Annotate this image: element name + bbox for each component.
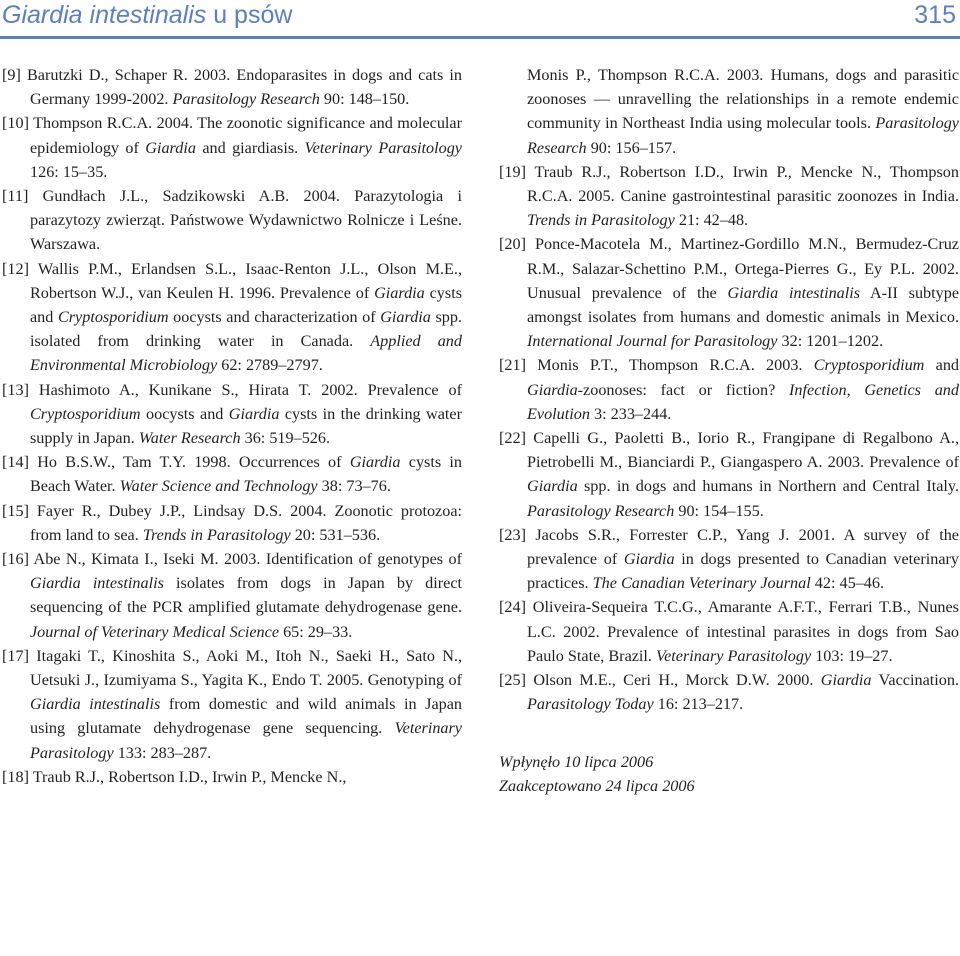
reference-entry: [499, 160, 959, 233]
reference-entry: [2, 499, 462, 547]
journal-title: Parasitology Research: [527, 501, 675, 520]
taxon-name: Giardia: [349, 453, 401, 472]
header-rule: [0, 36, 960, 39]
journal-title: Parasitology Research: [527, 114, 959, 157]
reference-text: 36: 519–526.: [240, 429, 331, 448]
journal-title: Parasitology Research: [172, 90, 320, 109]
journal-title: Infection, Genetics and Evolution: [527, 380, 959, 423]
reference-text: from domestic and wild animals in Japan using glutamate dehydrogenase gene sequencing.: [30, 695, 463, 738]
taxon-name: Giardia intestinalis: [727, 283, 861, 302]
journal-title: International Journal for Parasitology: [527, 332, 778, 351]
reference-entry: [2, 257, 462, 378]
taxon-name: Giardia intestinalis: [30, 574, 164, 593]
reference-text: cysts in Beach Water.: [30, 453, 462, 496]
journal-title: Journal of Veterinary Medical Science: [30, 622, 280, 641]
reference-text: 16: 213–217.: [653, 695, 744, 714]
reference-text: [15] Fayer R., Dubey J.P., Lindsay D.S. 2004. Zoonotic protozoa: from land to sea.: [2, 501, 462, 544]
reference-text: [14] Ho B.S.W., Tam T.Y. 1998. Occurrences of: [2, 453, 350, 472]
journal-title: Applied and Environmental Microbiology: [30, 332, 462, 375]
reference-entry: [499, 63, 959, 160]
reference-entry: [499, 595, 959, 668]
reference-text: [13] Hashimoto A., Kunikane S., Hirata T. 2002. Prevalence of: [2, 380, 462, 399]
reference-text: cysts and: [30, 283, 462, 327]
reference-text: 3: 233–244.: [589, 404, 672, 423]
reference-text: [12] Wallis P.M., Erlandsen S.L., Isaac-Renton J.L., Olson M.E., Robertson W.J., van Keulen H. 1996. Prevalence of: [2, 259, 462, 302]
accepted-date: Zaakceptowano 24 lipca 2006: [499, 777, 695, 796]
reference-text: [25] Olson M.E., Ceri H., Morck D.W. 2000.: [499, 671, 821, 690]
reference-entry: [2, 765, 462, 789]
running-title-italic: Giardia intestinalis: [2, 1, 207, 29]
reference-text: [16] Abe N., Kimata I., Iseki M. 2003. Identification of genotypes of: [2, 550, 462, 569]
reference-entry: [499, 523, 959, 596]
taxon-name: Giardia: [374, 283, 425, 302]
reference-entry: [2, 111, 462, 184]
reference-text: oocysts and characterization of: [168, 308, 381, 327]
reference-text: [20] Ponce-Macotela M., Martinez-Gordillo M.N., Bermudez-Cruz R.M., Salazar-Schettino P.M., Ortega-Pierres G., Ey P.L. 2002. Unusual prevalence of the: [499, 235, 959, 302]
journal-title: Trends in Parasitology: [142, 525, 291, 544]
journal-title: The Canadian Veterinary Journal: [592, 574, 811, 593]
taxon-name: Giardia: [527, 477, 578, 496]
reference-text: 32: 1201–1202.: [777, 332, 884, 351]
journal-title: Veterinary Parasitology: [656, 646, 812, 665]
reference-entry: [2, 644, 462, 765]
reference-text: 62: 2789–2797.: [217, 356, 323, 375]
reference-text: 42: 45–46.: [810, 574, 884, 593]
reference-text: 126: 15–35.: [30, 162, 108, 181]
reference-text: [21] Monis P.T., Thompson R.C.A. 2003.: [499, 356, 814, 375]
taxon-name: Giardia: [228, 404, 280, 423]
reference-text: and: [924, 356, 960, 375]
journal-title: Water Research: [138, 429, 241, 448]
reference-text: and giardiasis.: [195, 138, 305, 157]
reference-text: [24] Oliveira-Sequeira T.C.G., Amarante A.F.T., Ferrari T.B., Nunes L.C. 2002. Prevalence of intestinal parasites in dogs from Sao Paulo State, Brazil.: [499, 598, 959, 665]
journal-title: Veterinary Parasitology: [304, 138, 462, 157]
taxon-name: Giardia: [820, 671, 872, 690]
reference-entry: [2, 547, 462, 644]
taxon-name: Giardia: [623, 550, 675, 569]
taxon-name: Giardia: [527, 380, 578, 399]
running-title-rest: u psów: [206, 1, 293, 29]
reference-text: isolates from dogs in Japan by direct sequencing of the PCR amplified glutamate dehydrogenase gene.: [30, 574, 462, 617]
reference-text: 65: 29–33.: [279, 622, 353, 641]
reference-text: [18] Traub R.J., Robertson I.D., Irwin P., Mencke N.,: [2, 767, 347, 786]
taxon-name: Giardia: [145, 138, 196, 157]
reference-text: spp. in dogs and humans in Northern and Central Italy.: [577, 477, 959, 496]
journal-title: Trends in Parasitology: [527, 211, 675, 230]
journal-title: Veterinary Parasitology: [30, 719, 462, 762]
reference-entry: [499, 426, 959, 523]
taxon-name: Cryptosporidium: [813, 356, 925, 375]
reference-text: 21: 42–48.: [674, 211, 749, 230]
reference-text: oocysts and: [140, 404, 229, 423]
reference-text: Monis P., Thompson R.C.A. 2003. Humans, dogs and parasitic zoonoses — unravelling the relationships in a remote endemic community in Northeast India using molecular tools.: [527, 66, 959, 133]
reference-text: 133: 283–287.: [113, 743, 212, 762]
taxon-name: Cryptosporidium: [57, 308, 169, 327]
reference-entry: [499, 353, 959, 426]
reference-text: 20: 531–536.: [290, 525, 381, 544]
reference-text: [17] Itagaki T., Kinoshita S., Aoki M., Itoh N., Saeki H., Sato N., Uetsuki J., Izumiyama S., Yagita K., Endo T. 2005. Genotyping of: [2, 646, 462, 690]
running-head: [0, 0, 960, 34]
reference-entry: [2, 450, 462, 498]
received-date: Wpłynęło 10 lipca 2006: [499, 753, 654, 772]
reference-text: [9] Barutzki D., Schaper R. 2003. Endoparasites in dogs and cats in Germany 1999-2002.: [2, 66, 462, 109]
reference-entry: [2, 63, 462, 111]
reference-text: spp. isolated from drinking water in Canada.: [30, 308, 462, 351]
reference-text: [23] Jacobs S.R., Forrester C.P., Yang J. 2001. A survey of the prevalence of: [499, 525, 959, 569]
references-right-list: [499, 63, 959, 716]
reference-text: [19] Traub R.J., Robertson I.D., Irwin P., Mencke N., Thompson R.C.A. 2005. Canine gastrointestinal parasitic zoonozes in India.: [499, 162, 959, 206]
reference-text: -zoonoses: fact or fiction?: [577, 380, 790, 399]
reference-text: 38: 73–76.: [317, 477, 391, 496]
reference-text: 90: 156–157.: [586, 138, 677, 157]
reference-text: 90: 148–150.: [319, 90, 410, 109]
reference-entry: [499, 668, 959, 716]
manuscript-dates: [499, 750, 959, 798]
reference-text: 103: 19–27.: [811, 646, 893, 665]
page-number: 315: [914, 1, 956, 29]
reference-entry: [499, 232, 959, 353]
references-left-column: [2, 63, 462, 789]
reference-text: 90: 154–155.: [674, 501, 764, 520]
running-title: [0, 0, 292, 30]
reference-text: [22] Capelli G., Paoletti B., Iorio R., Frangipane di Regalbono A., Pietrobelli M., Bianciardi P., Giangaspero A. 2003. Prevalence of: [499, 429, 959, 472]
taxon-name: Giardia: [380, 308, 431, 327]
journal-title: Parasitology Today: [527, 695, 654, 714]
taxon-name: Giardia intestinalis: [30, 695, 161, 714]
references-right-column: [499, 63, 959, 798]
reference-text: in dogs presented to Canadian veterinary practices.: [527, 550, 960, 593]
reference-text: Vaccination.: [871, 671, 959, 690]
reference-text: [11] Gundłach J.L., Sadzikowski A.B. 2004. Parazytologia i parazytozy zwierząt. Państwowe Wydawnictwo Rolnicze i Leśne. Warszawa.: [2, 187, 462, 254]
reference-entry: [2, 378, 462, 451]
reference-text: cysts in the drinking water supply in Japan.: [30, 404, 462, 448]
journal-title: Water Science and Technology: [119, 477, 318, 496]
taxon-name: Cryptosporidium: [30, 404, 141, 423]
reference-text: A-II subtype amongst isolates from humans and domestic animals in Mexico.: [527, 283, 959, 327]
reference-entry: [2, 184, 462, 257]
reference-text: [10] Thompson R.C.A. 2004. The zoonotic significance and molecular epidemiology of: [2, 114, 462, 157]
